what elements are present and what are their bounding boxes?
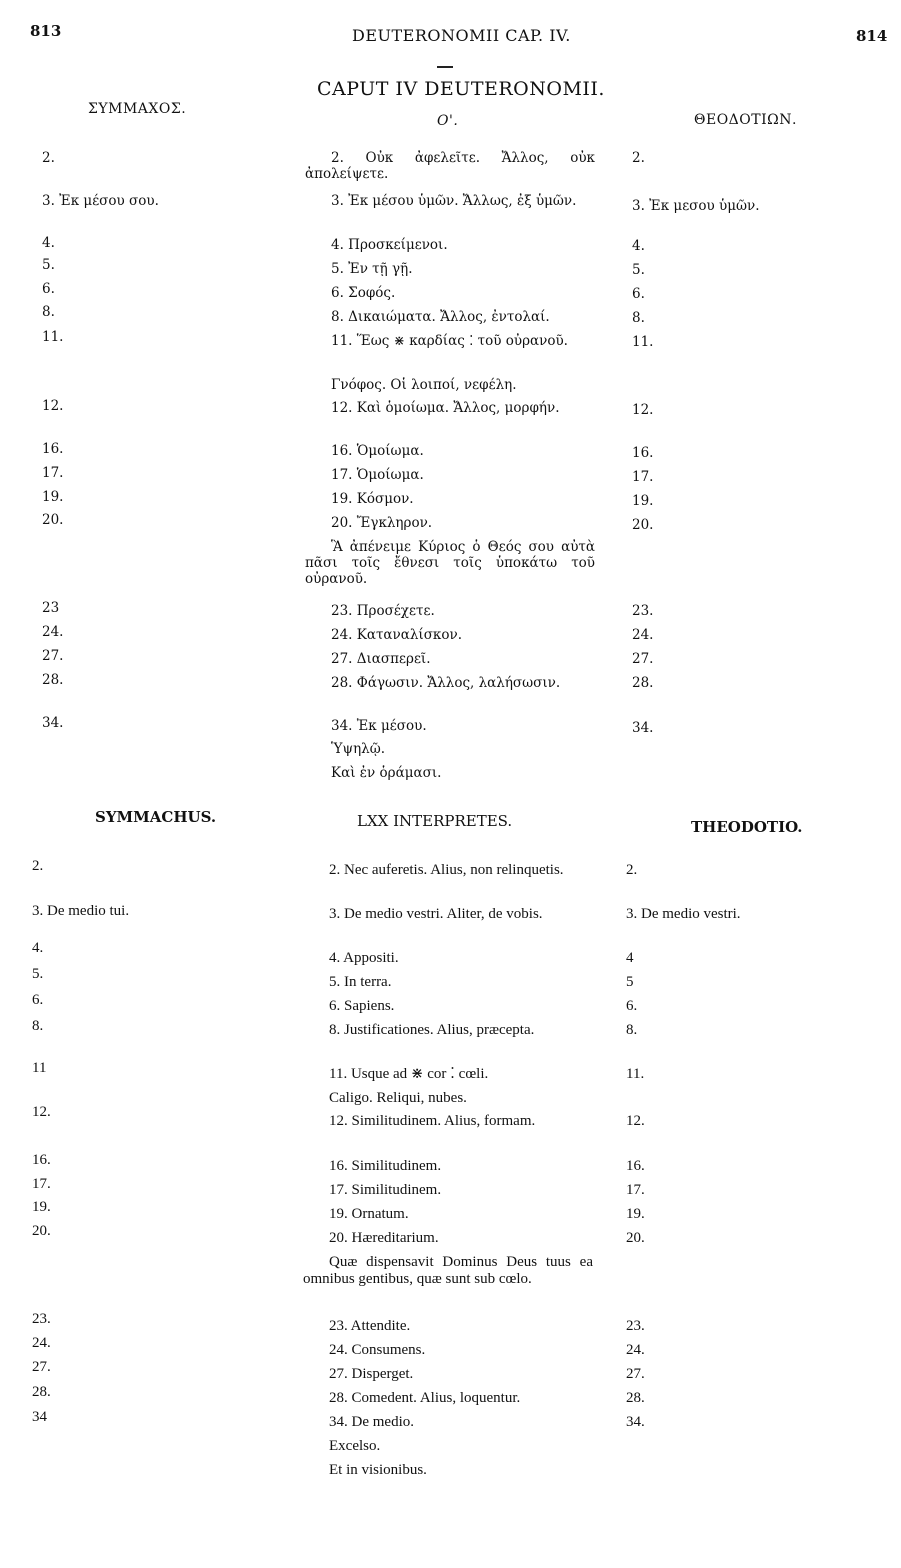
verse-entry: 17. [32,1176,51,1192]
verse-entry: 3. Ἐκ μέσου σου. [42,193,159,209]
verse-entry: 12. [632,402,654,418]
verse-entry: 6. [42,281,55,297]
verse-entry: 17. [42,465,64,481]
verse-entry: 12. [32,1104,51,1120]
verse-entry: Quæ dispensavit Dominus Deus tuus ea omnibus gentibus, quæ sunt sub cœlo. [303,1254,593,1287]
verse-entry: 3. Ἐκ μέσου ὑμῶν. Ἄλλως, ἐξ ὑμῶν. [331,193,577,209]
verse-entry: 11. [42,329,64,345]
title-rule [437,66,453,68]
greek-head-theodotion: ΘΕΟΔΟΤΙΩΝ. [694,112,797,128]
verse-entry: 23. [632,603,654,619]
verse-entry: 3. Ἐκ μεσου ὑμῶν. [632,198,760,214]
verse-entry: 2. [42,150,55,166]
verse-entry: Ἃ ἀπένειμε Κύριος ὁ Θεός σου αὐτὰ πᾶσι τοῖς ἔθνεσι τοῖς ὑποκάτω τοῦ οὐρανοῦ. [305,539,595,587]
verse-entry: 20. Ἔγκληρον. [331,515,433,531]
verse-entry: 5. [32,966,44,982]
verse-entry: 5. [632,262,645,278]
verse-entry: 24. [626,1342,645,1358]
verse-entry: 28. [32,1384,51,1400]
verse-entry: 6. Σοφός. [331,285,396,301]
verse-entry: 17. [632,469,654,485]
verse-entry: 19. [626,1206,645,1222]
running-title: DEUTERONOMII CAP. IV. [352,26,571,45]
greek-head-lxx: Ο'. [437,113,459,129]
verse-entry: 34. [626,1414,645,1430]
verse-entry: 17. [626,1182,645,1198]
verse-entry: 20. Hæreditarium. [329,1230,439,1246]
verse-entry: 3. De medio tui. [32,903,130,919]
verse-entry: 4. Προσκείμενοι. [331,237,448,253]
verse-entry: 17. Similitudinem. [329,1182,442,1198]
verse-entry: 24. Καταναλίσκον. [331,627,462,643]
verse-entry: 12. [42,398,64,414]
verse-entry: 6. [626,998,638,1014]
verse-entry: 28. [626,1390,645,1406]
verse-entry: 6. [632,286,645,302]
verse-entry: Γνόφος. Οἱ λοιποί, νεφέλη. [331,377,517,393]
verse-entry: 23 [42,600,60,616]
verse-entry: 20. [32,1223,51,1239]
verse-entry: 2. [632,150,645,166]
verse-entry: 8. Justificationes. Alius, præcepta. [329,1022,535,1038]
verse-entry: 8. [626,1022,638,1038]
verse-entry: 20. [42,512,64,528]
verse-entry: 4. Appositi. [329,950,399,966]
verse-entry: 5 [626,974,634,990]
verse-entry: 34. De medio. [329,1414,414,1430]
verse-entry: Caligo. Reliqui, nubes. [329,1090,467,1106]
verse-entry: 28. [42,672,64,688]
verse-entry: 12. Similitudinem. Alius, formam. [329,1113,536,1129]
verse-entry: 19. Κόσμον. [331,491,414,507]
verse-entry: 28. Comedent. Alius, loquentur. [329,1390,521,1406]
verse-entry: 20. [632,517,654,533]
verse-entry: 34. Ἐκ μέσου. [331,718,427,734]
verse-entry: 4. [42,235,55,251]
verse-entry: 8. [42,304,55,320]
verse-entry: Ὑψηλῷ. [331,741,386,757]
verse-entry: 16. [632,445,654,461]
verse-entry: 11. [632,334,654,350]
verse-entry: 19. [32,1199,51,1215]
verse-entry: 27. [632,651,654,667]
caput-title: CAPUT IV DEUTERONOMII. [317,78,605,100]
verse-entry: 23. Προσέχετε. [331,603,435,619]
verse-entry: 6. Sapiens. [329,998,395,1014]
verse-entry: 16. Similitudinem. [329,1158,442,1174]
verse-entry: 23. [626,1318,645,1334]
page-number-left: 813 [30,22,62,40]
verse-entry: 8. [632,310,645,326]
verse-entry: 28. [632,675,654,691]
verse-entry: 27. [32,1359,51,1375]
verse-entry: 23. Attendite. [329,1318,411,1334]
latin-head-lxx: LXX INTERPRETES. [357,812,513,830]
verse-entry: 8. Δικαιώματα. Ἄλλος, ἐντολαί. [331,309,550,325]
verse-entry: 3. De medio vestri. [626,906,741,922]
verse-entry: 5. Ἐν τῇ γῇ. [331,261,413,277]
verse-entry: 6. [32,992,44,1008]
verse-entry: 2. Οὐκ ἀφελεῖτε. Ἄλλος, οὐκ ἀπολείψετε. [305,150,595,182]
verse-entry: 16. [626,1158,645,1174]
verse-entry: 11. [626,1066,645,1082]
verse-entry: 27. Διασπερεῖ. [331,651,431,667]
verse-entry: 8. [32,1018,44,1034]
verse-entry: Et in visionibus. [329,1462,427,1478]
verse-entry: 2. [32,858,44,874]
verse-entry: 12. [626,1113,645,1129]
verse-entry: 11. Usque ad ⋇ cor ⁚ cœli. [329,1066,489,1082]
verse-entry: 16. Ὁμοίωμα. [331,443,424,459]
verse-entry: 27. [626,1366,645,1382]
latin-head-symmachus: SYMMACHUS. [95,808,217,826]
verse-entry: 16. [32,1152,51,1168]
verse-entry: 4. [32,940,44,956]
verse-entry: 5. [42,257,55,273]
verse-entry: 11 [32,1060,47,1076]
page-number-right: 814 [856,27,888,45]
verse-entry: 19. [632,493,654,509]
verse-entry: 19. Ornatum. [329,1206,409,1222]
verse-entry: 24. [632,627,654,643]
verse-entry: 4 [626,950,634,966]
verse-entry: 3. De medio vestri. Aliter, de vobis. [329,906,543,922]
verse-entry: 17. Ὁμοίωμα. [331,467,424,483]
verse-entry: 20. [626,1230,645,1246]
verse-entry: 24. [32,1335,51,1351]
verse-entry: 34. [42,715,64,731]
verse-entry: 34 [32,1409,47,1425]
verse-entry: 28. Φάγωσιν. Ἄλλος, λαλήσωσιν. [331,675,561,691]
verse-entry: 4. [632,238,645,254]
verse-entry: 27. Disperget. [329,1366,414,1382]
verse-entry: 2. Nec auferetis. Alius, non relinquetis. [329,862,564,878]
verse-entry: 2. [626,862,638,878]
verse-entry: Καὶ ἐν ὁράμασι. [331,765,442,781]
verse-entry: 19. [42,489,64,505]
verse-entry: 16. [42,441,64,457]
verse-entry: 12. Καὶ ὁμοίωμα. Ἄλλος, μορφήν. [331,400,560,416]
verse-entry: 11. Ἕως ⋇ καρδίας ⁚ τοῦ οὐρανοῦ. [331,333,568,349]
verse-entry: 27. [42,648,64,664]
latin-head-theodotio: THEODOTIO. [691,818,803,836]
verse-entry: 34. [632,720,654,736]
verse-entry: 5. In terra. [329,974,392,990]
greek-head-symmachus: ΣΥΜΜΑΧΟΣ. [88,101,187,117]
verse-entry: 23. [32,1311,51,1327]
verse-entry: 24. [42,624,64,640]
verse-entry: 24. Consumens. [329,1342,426,1358]
verse-entry: Excelso. [329,1438,381,1454]
